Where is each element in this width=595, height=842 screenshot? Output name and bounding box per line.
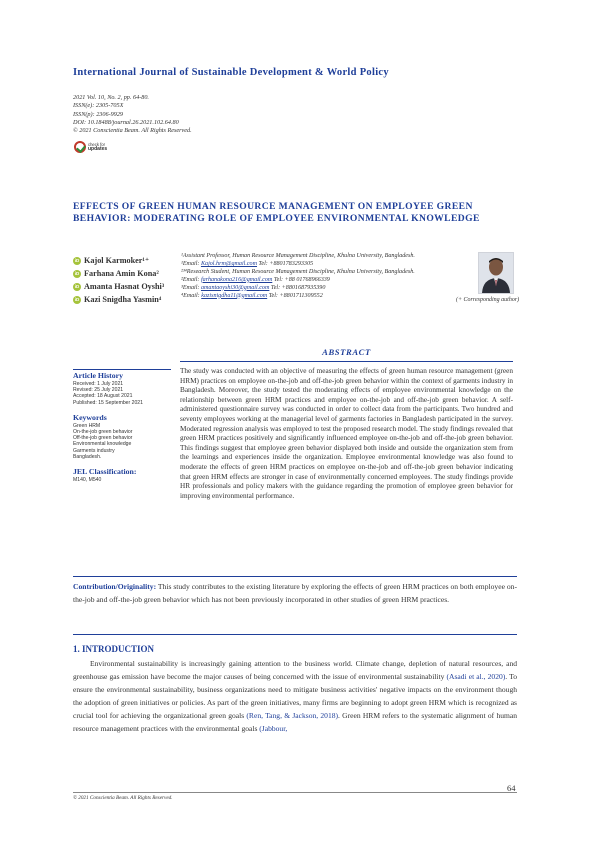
author-4 (73, 294, 173, 306)
journal-name[interactable]: International Journal of Sustainable Development & World Policy (73, 67, 389, 78)
journal-copyright: © 2021 Conscientia Beam. All Rights Reserved. (73, 127, 192, 135)
affiliation-1: ¹Assistant Professor, Human Resource Management Discipline, Khulna University, Bangladesh. (181, 253, 415, 259)
corresponding-author-note: (+ Corresponding author) (456, 297, 520, 303)
author-list (73, 255, 173, 307)
contribution-text: This study contributes to the existing literature by exploring the effects of green HRM practices on both employee on-the-job and off-the-job green behavior which has not been previously incorporated in other studies of green HRM practices. (73, 582, 517, 604)
author-name: Amanta Hasnat Oyshi³ (84, 282, 165, 291)
citation-link[interactable]: (Asadi et al., 2020) (446, 672, 506, 681)
article-history-heading: Article History (73, 371, 124, 380)
journal-meta (73, 94, 192, 135)
author-photo (478, 252, 514, 294)
intro-divider (73, 634, 517, 635)
email-line-3: ³Email: amantaoyshi30@gmail.com Tel: +8801687935390 (181, 284, 326, 291)
doi[interactable]: DOI: 10.18488/journal.26.2021.102.64.80 (73, 118, 179, 126)
author-3 (73, 281, 173, 293)
affiliations (181, 253, 449, 300)
history-item: Accepted: 18 August 2021 (73, 393, 133, 400)
keyword-item: Bangladesh. (73, 453, 102, 460)
email-line-1: ¹Email: Kajol.hrm@gmail.com Tel: +8801783293305 (181, 260, 314, 267)
email-link-2[interactable]: farhanakona216@gmail.com (200, 276, 273, 283)
email-link-4[interactable]: kazisnigdha11@gmail.com (201, 292, 268, 299)
affiliation-2: ²³⁴Research Student, Human Resource Management Discipline, Khulna University, Bangladesh. (181, 268, 415, 275)
history-item: Received: 1 July 2021 (73, 381, 124, 387)
abstract-divider (180, 361, 513, 362)
author-1 (73, 255, 173, 267)
keyword-item: Garments industry (73, 447, 115, 454)
keyword-item: On-the-job green behavior (73, 429, 133, 436)
issn-print: ISSN(p): 2306-9929 (73, 110, 124, 118)
introduction-paragraph: Environmental sustainability is increasingly gaining attention to the business world. Climate change, depletion of natural resources, and greenhouse gas emission have become the major causes of being concerned with the issue of environmental sustainability (Asadi et al., 2020). To ensure the environmental sustainability, business organizations need to mitigate business activities' negative impacts on the environment though the adoption of green initiatives or policies. As part of the green initiatives, many firms are beginning to adopt green HRM which is recognized as crucial tool for achieving the organizational green goals (Ren, Tang, & Jackson, 2018). Green HRM refers to the systematic alignment of human resource management practices with the environmental goals (Jabbour, (73, 659, 517, 733)
citation-link[interactable]: (Ren, Tang, & Jackson, 2018) (246, 711, 339, 720)
author-2 (73, 268, 173, 280)
history-item: Revised: 25 July 2021 (73, 387, 124, 394)
contribution-label: Contribution/Originality: (73, 582, 157, 591)
keywords (73, 413, 171, 460)
check-for-updates-badge[interactable] (74, 141, 110, 155)
email-link-1[interactable]: Kajol.hrm@gmail.com (200, 260, 258, 267)
abstract-heading: ABSTRACT (322, 347, 371, 357)
abstract-text: The study was conducted with an objective of measuring the effects of green human resource management (green HRM) practices on employee on-the-job and off-the-job green behavior within the context of garments industry in Bangladesh. Moreover, the study tested the moderating effects of employee environmental knowledge on the relationship between green HRM practices and employee on-the-job and off-the-job green behavior. A self-administered questionnaire survey was conducted in order to collect data from the participants. Two hundred and seventy employees working at the managerial level of garments factories in Bangladesh participated in the survey. Moderated regression analysis was employed to test the proposed research model. The study findings revealed that green HRM practices positively and significantly influenced employee on-the-job and off-the-job green behavior. This findings suggest that employee green behavior displayed both inside and outside the organization stem from the learnings and experiences inside the organization. Employee environmental knowledge was also found to moderate the effects of green HRM practices on employee on-the-job and off-the-job green behavior indicating that green HRM effects are stronger in case of environmentally concerned employees. The study findings provide HR professionals and policy makers with the guidance regarding the promotion of employee green behavior for improving environmental performance. (180, 367, 513, 500)
check-updates-icon (74, 141, 86, 153)
jel-codes: M140, M540 (73, 477, 102, 484)
orcid-icon[interactable]: iD (74, 271, 80, 276)
keyword-item: Environmental knowledge (73, 441, 132, 448)
article-title: EFFECTS OF GREEN HUMAN RESOURCE MANAGEMENT ON EMPLOYEE GREEN BEHAVIOR: MODERATING ROLE OF EMPLOYEE ENVIRONMENTAL KNOWLEDGE (73, 201, 480, 224)
check-updates-text: check for updates (88, 142, 108, 152)
citation-link[interactable]: (Jabbour, (259, 724, 288, 733)
footer-copyright: © 2021 Conscientia Beam. All Rights Reserved. (73, 795, 173, 801)
orcid-icon[interactable]: iD (74, 284, 80, 289)
contribution-divider (73, 576, 517, 577)
issn-electronic: ISSN(e): 2305-705X (73, 102, 124, 110)
introduction-body (73, 657, 517, 735)
email-line-4: ⁴Email: kazisnigdha11@gmail.com Tel: +8801711309552 (181, 292, 323, 299)
author-name: Kazi Snigdha Yasmin⁴ (84, 295, 162, 304)
email-link-3[interactable]: amantaoyshi30@gmail.com (200, 284, 270, 291)
keywords-heading: Keywords (73, 412, 107, 422)
orcid-icon[interactable]: iD (74, 258, 80, 263)
keyword-item: Green HRM (73, 422, 101, 429)
person-icon (479, 253, 513, 293)
footer-divider (73, 792, 517, 793)
introduction-heading: 1. INTRODUCTION (73, 644, 155, 654)
history-item: Published: 15 September 2021 (73, 399, 143, 406)
keyword-item: Off-the-job green behavior (73, 435, 133, 442)
contribution-statement (73, 581, 517, 607)
sidebar-divider (73, 369, 171, 370)
volume-info: 2021 Vol. 10, No. 2, pp. 64-80. (73, 94, 149, 101)
jel-classification (73, 467, 171, 483)
author-name: Farhana Amin Kona² (84, 269, 159, 278)
author-name: Kajol Karmoker¹⁺ (84, 256, 150, 265)
email-line-2: ²Email: farhanakona216@gmail.com Tel: +88 01768966339 (181, 276, 330, 283)
article-sidebar (73, 369, 171, 490)
orcid-icon[interactable]: iD (74, 297, 80, 302)
jel-heading: JEL Classification: (73, 467, 137, 477)
page-number: 64 (507, 783, 516, 793)
article-history (73, 371, 171, 406)
